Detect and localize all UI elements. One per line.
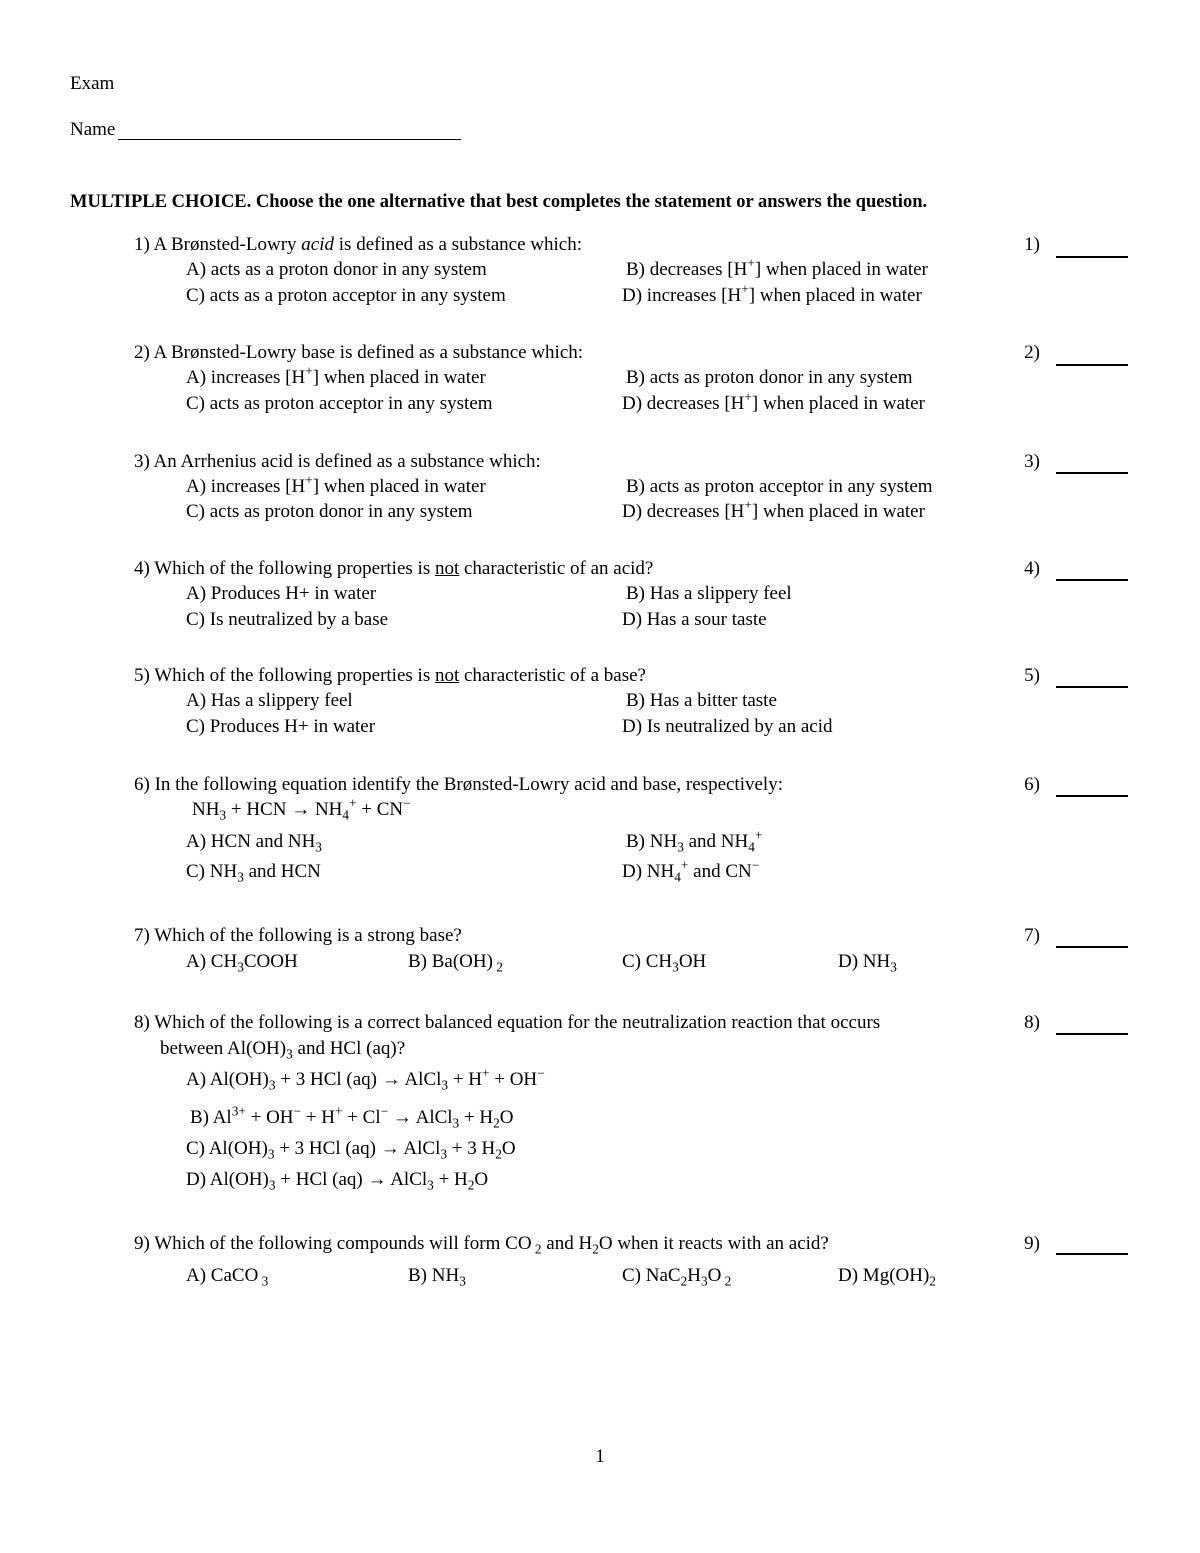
question-stem bbox=[134, 233, 582, 257]
stem-text: In the following equation identify the Brønsted-Lowry acid and base, respectively: bbox=[154, 774, 783, 795]
answer-blank[interactable] bbox=[1056, 795, 1128, 797]
answer-label: 3) bbox=[1024, 451, 1040, 472]
option-b[interactable]: B) Has a bitter taste bbox=[626, 690, 777, 711]
option-c[interactable]: C) acts as proton acceptor in any system bbox=[186, 393, 493, 414]
stem-emphasis: acid bbox=[301, 234, 335, 255]
chemical-equation: $NH_3$ + HCN → $NH_4^+ + CN^-$ bbox=[192, 795, 411, 823]
answer-blank[interactable] bbox=[1056, 256, 1128, 258]
option-c[interactable]: C) acts as a proton acceptor in any system bbox=[186, 285, 506, 306]
question-number: 4) bbox=[134, 558, 150, 579]
option-a[interactable]: A) increases [H+] when placed in water bbox=[186, 363, 486, 388]
question-number: 7) bbox=[134, 925, 150, 946]
answer-label: 8) bbox=[1024, 1012, 1040, 1033]
exam-title: Exam bbox=[70, 73, 115, 94]
option-c[interactable]: C) $Al(OH)_3 + 3$ HCl (aq) → AlCl$_3$ + 3 $H_2O$ bbox=[186, 1138, 516, 1162]
option-d[interactable]: D) Has a sour taste bbox=[622, 609, 767, 630]
answer-label: 5) bbox=[1024, 665, 1040, 686]
option-b[interactable]: B) Ba(OH) $_2$ bbox=[408, 951, 503, 975]
stem-underline: not bbox=[434, 665, 460, 686]
question-stem-continued: between $Al(OH)_3$ and HCl (aq)? bbox=[160, 1038, 406, 1062]
answer-blank[interactable] bbox=[1056, 1033, 1128, 1035]
stem-text: A Brønsted-Lowry bbox=[153, 234, 302, 255]
option-c[interactable]: C) Produces H+ in water bbox=[186, 716, 376, 737]
option-b[interactable]: B) $NH_3$ and $NH_4^+$ bbox=[626, 827, 763, 855]
option-b[interactable]: B) decreases [H+] when placed in water bbox=[626, 255, 928, 280]
answer-label: 1) bbox=[1024, 234, 1040, 255]
option-c[interactable]: C) Is neutralized by a base bbox=[186, 609, 389, 630]
question-stem: 5) Which of the following properties is not characteristic of a base? bbox=[134, 665, 646, 686]
stem-text: An Arrhenius acid is defined as a substance which: bbox=[153, 451, 541, 472]
question-stem bbox=[134, 341, 583, 365]
option-c[interactable]: C) $NH_3$ and HCN bbox=[186, 861, 321, 885]
answer-label: 6) bbox=[1024, 774, 1040, 795]
option-b[interactable]: B) $NH_3$ bbox=[408, 1265, 466, 1289]
answer-label: 9) bbox=[1024, 1233, 1040, 1254]
answer-blank[interactable] bbox=[1056, 946, 1128, 948]
option-d[interactable]: D) $Al(OH)_3$ + HCl (aq) → AlCl$_3$ + $H_2O$ bbox=[186, 1169, 489, 1193]
option-a[interactable]: A) CaCO $_3$ bbox=[186, 1265, 269, 1289]
option-a[interactable]: A) HCN and $NH_3$ bbox=[186, 831, 322, 855]
question-number: 2) bbox=[134, 342, 150, 363]
option-a[interactable]: A) Produces H+ in water bbox=[186, 583, 377, 604]
question-number: 3) bbox=[134, 451, 150, 472]
answer-blank[interactable] bbox=[1056, 472, 1128, 474]
stem-underline: not bbox=[434, 558, 460, 579]
option-b[interactable]: B) acts as proton donor in any system bbox=[626, 367, 913, 388]
question-number: 8) bbox=[134, 1012, 150, 1033]
answer-blank[interactable] bbox=[1056, 1253, 1128, 1255]
option-c[interactable]: C) $CH_3OH$ bbox=[622, 951, 707, 975]
question-number: 6) bbox=[134, 774, 150, 795]
option-d[interactable]: D) $Mg(OH)_2$ bbox=[838, 1265, 936, 1289]
name-field[interactable] bbox=[118, 139, 461, 140]
option-a[interactable]: A) $CH_3COOH$ bbox=[186, 951, 298, 975]
answer-label: 4) bbox=[1024, 558, 1040, 579]
question-stem bbox=[134, 773, 783, 797]
answer-blank[interactable] bbox=[1056, 579, 1128, 581]
question-stem: 4) Which of the following properties is not characteristic of an acid? bbox=[134, 558, 654, 579]
answer-blank[interactable] bbox=[1056, 364, 1128, 366]
stem-text: is defined as a substance which: bbox=[334, 234, 582, 255]
option-b[interactable]: B) acts as proton acceptor in any system bbox=[626, 476, 933, 497]
option-a[interactable]: A) $Al(OH)_3 + 3$ HCl (aq) → AlCl$_3$ + H+ + OH− bbox=[186, 1065, 545, 1093]
option-b[interactable]: B) $Al^{3+} + OH^- + H^+ + Cl^-$ → AlCl$_3$ + $H_2O$ bbox=[190, 1103, 514, 1131]
question-stem bbox=[134, 1011, 880, 1035]
question-stem bbox=[134, 924, 462, 948]
question-number: 9) bbox=[134, 1233, 150, 1254]
option-a[interactable]: A) Has a slippery feel bbox=[186, 690, 353, 711]
answer-label: 7) bbox=[1024, 925, 1040, 946]
question-number: 1) bbox=[134, 234, 150, 255]
instructions: MULTIPLE CHOICE. Choose the one alternative that best completes the statement or answers the question. bbox=[70, 192, 928, 212]
question-number: 5) bbox=[134, 665, 150, 686]
option-d[interactable]: D) decreases [H+] when placed in water bbox=[622, 389, 925, 414]
question-stem: 9) Which of the following compounds will form CO $_2$ and $H_2O$ when it reacts with an acid? bbox=[134, 1233, 829, 1257]
option-d[interactable]: D) $NH_3$ bbox=[838, 951, 897, 975]
option-a[interactable]: A) increases [H+] when placed in water bbox=[186, 472, 486, 497]
option-d[interactable]: D) decreases [H+] when placed in water bbox=[622, 497, 925, 522]
stem-text: Which of the following is a strong base? bbox=[154, 925, 462, 946]
option-d[interactable]: D) $NH_4^+$ and CN− bbox=[622, 857, 760, 885]
option-c[interactable]: C) acts as proton donor in any system bbox=[186, 501, 473, 522]
option-d[interactable]: D) increases [H+] when placed in water bbox=[622, 281, 922, 306]
stem-text: Which of the following is a correct balanced equation for the neutralization reaction that occurs bbox=[154, 1012, 881, 1033]
option-a[interactable]: A) acts as a proton donor in any system bbox=[186, 259, 487, 280]
stem-text: A Brønsted-Lowry base is defined as a substance which: bbox=[153, 342, 584, 363]
question-stem bbox=[134, 450, 541, 474]
option-d[interactable]: D) Is neutralized by an acid bbox=[622, 716, 833, 737]
name-label: Name bbox=[70, 119, 116, 140]
page-number: 1 bbox=[595, 1446, 605, 1467]
answer-label: 2) bbox=[1024, 342, 1040, 363]
answer-blank[interactable] bbox=[1056, 686, 1128, 688]
option-c[interactable]: C) $NaC_2H_3O$ $_2$ bbox=[622, 1265, 732, 1289]
option-b[interactable]: B) Has a slippery feel bbox=[626, 583, 792, 604]
